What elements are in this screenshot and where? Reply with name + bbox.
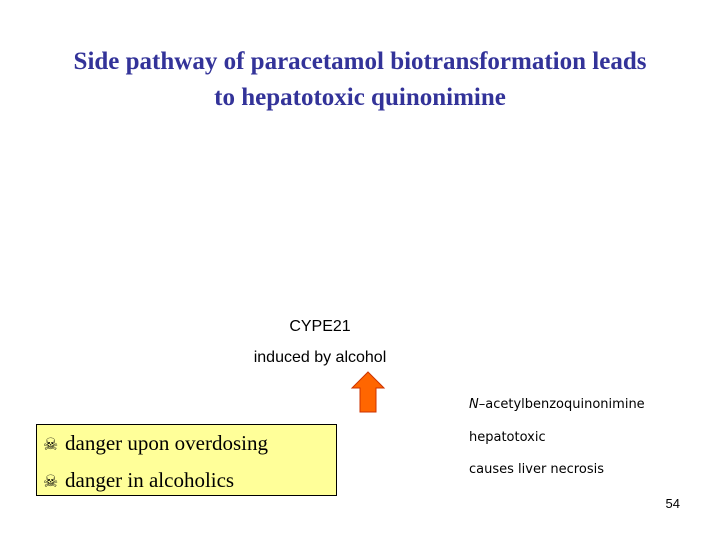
- skull-and-crossbones-icon: ☠: [43, 472, 59, 491]
- slide-title-line-1: Side pathway of paracetamol biotransformation leads: [73, 48, 647, 75]
- enzyme-induction-note: induced by alcohol: [253, 349, 387, 366]
- metabolite-effect: causes liver necrosis: [469, 462, 604, 477]
- warning-item-text: danger in alcoholics: [65, 468, 235, 492]
- warning-item: [43, 431, 268, 456]
- page-number: 54: [665, 496, 680, 511]
- warning-item: [43, 468, 234, 493]
- enzyme-name: CYPE21: [289, 318, 351, 335]
- slide-title-line-2: to hepatotoxic quinonimine: [214, 84, 506, 111]
- metabolite-name: [469, 397, 645, 412]
- metabolite-property: hepatotoxic: [469, 430, 546, 445]
- up-arrow-icon: [350, 370, 386, 414]
- slide-title: [0, 44, 720, 116]
- warning-box: [36, 424, 337, 496]
- warning-item-text: danger upon overdosing: [65, 431, 268, 455]
- metabolite-name-prefix: N: [469, 397, 479, 412]
- skull-and-crossbones-icon: ☠: [43, 435, 59, 454]
- metabolite-name-rest: –acetylbenzoquinonimine: [478, 397, 645, 412]
